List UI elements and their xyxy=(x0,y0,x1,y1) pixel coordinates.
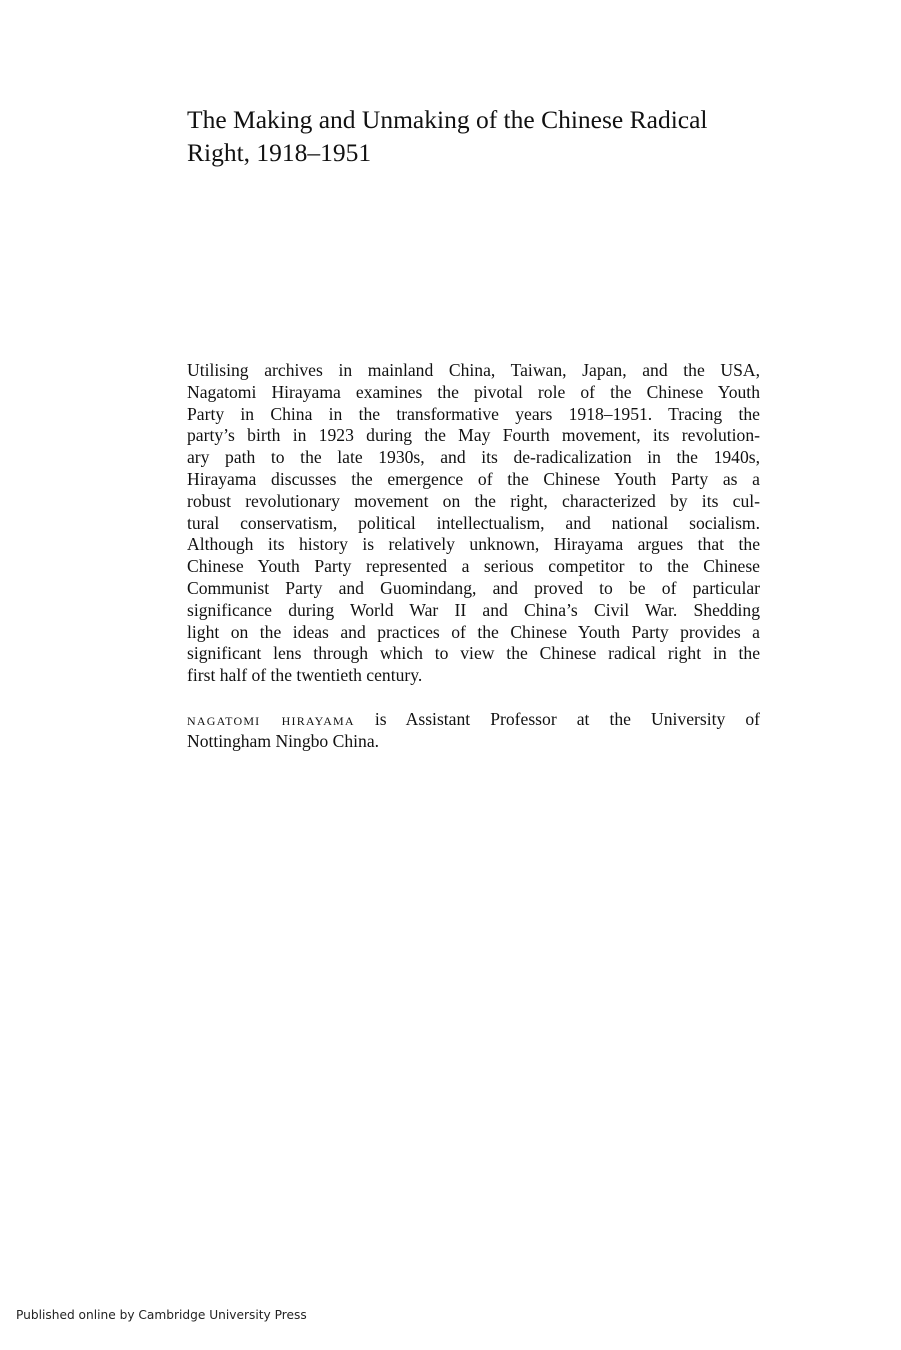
author-bio-text: is Assistant Professor at the University of xyxy=(354,709,760,729)
book-title-line-2: Right, 1918–1951 xyxy=(187,138,372,167)
author-bio-line-2: Nottingham Ningbo China. xyxy=(187,730,380,751)
book-abstract xyxy=(187,360,760,687)
abstract-line: Communist Party and Guomindang, and proved to be of particular xyxy=(187,577,760,598)
abstract-line: first half of the twentieth century. xyxy=(187,665,423,686)
abstract-line: significance during World War II and China’s Civil War. Shedding xyxy=(187,599,760,620)
abstract-line: party’s birth in 1923 during the May Fourth movement, its revolution- xyxy=(187,425,760,446)
author-bio xyxy=(187,709,760,753)
abstract-line: significant lens through which to view the Chinese radical right in the xyxy=(187,643,760,664)
abstract-line: Party in China in the transformative years 1918–1951. Tracing the xyxy=(187,403,760,424)
abstract-line: Nagatomi Hirayama examines the pivotal role of the Chinese Youth xyxy=(187,381,760,402)
abstract-line: robust revolutionary movement on the right, characterized by its cul- xyxy=(187,490,760,511)
abstract-line: tural conservatism, political intellectualism, and national socialism. xyxy=(187,512,760,533)
author-bio-line-1 xyxy=(187,709,760,731)
publisher-footer: Published online by Cambridge University Press xyxy=(16,1308,307,1322)
abstract-line: ary path to the late 1930s, and its de-radicalization in the 1940s, xyxy=(187,447,760,468)
abstract-line: Hirayama discusses the emergence of the Chinese Youth Party as a xyxy=(187,468,760,489)
abstract-line: Although its history is relatively unknown, Hirayama argues that the xyxy=(187,534,760,555)
abstract-line: Utilising archives in mainland China, Taiwan, Japan, and the USA, xyxy=(187,360,760,380)
abstract-line: Chinese Youth Party represented a serious competitor to the Chinese xyxy=(187,556,760,577)
book-title-line-1: The Making and Unmaking of the Chinese Radical xyxy=(187,105,708,134)
book-title xyxy=(187,103,767,169)
abstract-line: light on the ideas and practices of the Chinese Youth Party provides a xyxy=(187,621,760,642)
author-name: nagatomi hirayama xyxy=(187,709,355,729)
